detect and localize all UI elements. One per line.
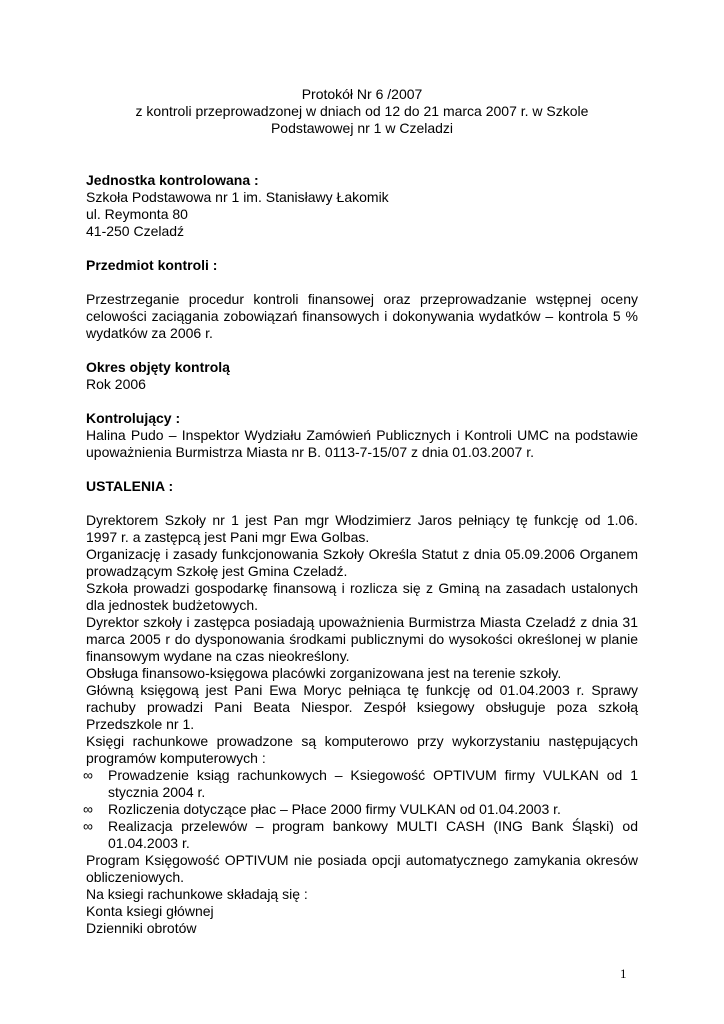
finding-paragraph: Organizację i zasady funkcjonowania Szkoły Określa Statut z dnia 05.09.2006 Organem prowadzącym Szkołę jest Gmina Czeladź. — [86, 546, 638, 579]
document-page — [83, 86, 638, 937]
title-line-2: z kontroli przeprowadzonej w dniach od 12 do 21 marca 2007 r. w Szkole — [135, 103, 589, 119]
page-number: 1 — [620, 966, 627, 981]
controller-heading: Kontrolujący : — [86, 410, 181, 426]
list-item — [83, 818, 638, 852]
unit-street: ul. Reymonta 80 — [86, 206, 188, 222]
unit-city: 41-250 Czeladź — [86, 223, 185, 239]
subject-heading: Przedmiot kontroli : — [86, 257, 218, 273]
period-text: Rok 2006 — [86, 376, 146, 392]
finding-paragraph: Księgi rachunkowe prowadzone są komputerowo przy wykorzystaniu następujących programów komputerowych : — [86, 733, 638, 766]
infinity-bullet-icon: ∞ — [83, 818, 93, 834]
findings-body — [83, 512, 638, 937]
infinity-bullet-icon: ∞ — [83, 801, 93, 817]
list-item — [83, 767, 638, 801]
finding-paragraph: Dyrektorem Szkoły nr 1 jest Pan mgr Włodzimierz Jaros pełniący tę funkcję od 1.06. 1997 r. a zastępcą jest Pani mgr Ewa Golbas. — [86, 512, 638, 545]
findings-heading: USTALENIA : — [86, 478, 174, 494]
controller-section — [86, 410, 638, 461]
finding-paragraph: Główną księgową jest Pani Ewa Moryc pełniąca tę funkcję od 01.04.2003 r. Sprawy rachuby prowadzi Pani Beata Niespor. Zespół ksiegowy obsługuje poza szkołą Przedszkole nr 1. — [86, 682, 638, 732]
finding-paragraph: Dzienniki obrotów — [86, 920, 197, 936]
finding-paragraph: Dyrektor szkoły i zastępca posiadają upoważnienia Burmistrza Miasta Czeladź z dnia 31 marca 2005 r do dysponowania środkami publicznymi do wysokości określonej w planie finansowym wydane na czas nieokreślony. — [86, 614, 638, 664]
period-heading: Okres objęty kontrolą — [86, 359, 230, 375]
list-item — [83, 801, 638, 818]
finding-paragraph: Program Księgowość OPTIVUM nie posiada opcji automatycznego zamykania okresów obliczeniowych. — [86, 852, 638, 885]
title-line-1: Protokół Nr 6 /2007 — [301, 86, 423, 102]
findings-section — [83, 478, 638, 937]
finding-paragraph: Konta ksiegi głównej — [86, 903, 214, 919]
document-title — [86, 86, 638, 137]
finding-paragraph: Na ksiegi rachunkowe składają się : — [86, 886, 308, 902]
finding-paragraph: Szkoła prowadzi gospodarkę finansową i rozlicza się z Gminą na zasadach ustalonych dla jednostek budżetowych. — [86, 580, 638, 613]
controller-text: Halina Pudo – Inspektor Wydziału Zamówień Publicznych i Kontroli UMC na podstawie upoważnienia Burmistrza Miasta nr B. 0113-7-15/07 z dnia 01.03.2007 r. — [86, 427, 638, 460]
subject-text: Przestrzeganie procedur kontroli finansowej oraz przeprowadzanie wstępnej oceny celowości zaciągania zobowiązań finansowych i dokonywania wydatków – kontrola 5 % wydatków za 2006 r. — [86, 291, 638, 341]
list-item-text: Rozliczenia dotyczące płac – Płace 2000 firmy VULKAN od 01.04.2003 r. — [108, 801, 561, 817]
controlled-unit-section — [86, 172, 638, 240]
subject-section — [86, 257, 638, 342]
list-item-text: Realizacja przelewów – program bankowy MULTI CASH (ING Bank Śląski) od 01.04.2003 r. — [108, 818, 638, 851]
title-line-3: Podstawowej nr 1 w Czeladzi — [270, 120, 454, 136]
software-list — [83, 767, 638, 852]
list-item-text: Prowadzenie ksiąg rachunkowych – Ksiegowość OPTIVUM firmy VULKAN od 1 stycznia 2004 r. — [108, 767, 638, 800]
finding-paragraph: Obsługa finansowo-księgowa placówki zorganizowana jest na terenie szkoły. — [86, 665, 562, 681]
controlled-unit-heading: Jednostka kontrolowana : — [86, 172, 259, 188]
period-section — [86, 359, 638, 393]
infinity-bullet-icon: ∞ — [83, 767, 93, 783]
unit-name: Szkoła Podstawowa nr 1 im. Stanisławy Łakomik — [86, 189, 389, 205]
